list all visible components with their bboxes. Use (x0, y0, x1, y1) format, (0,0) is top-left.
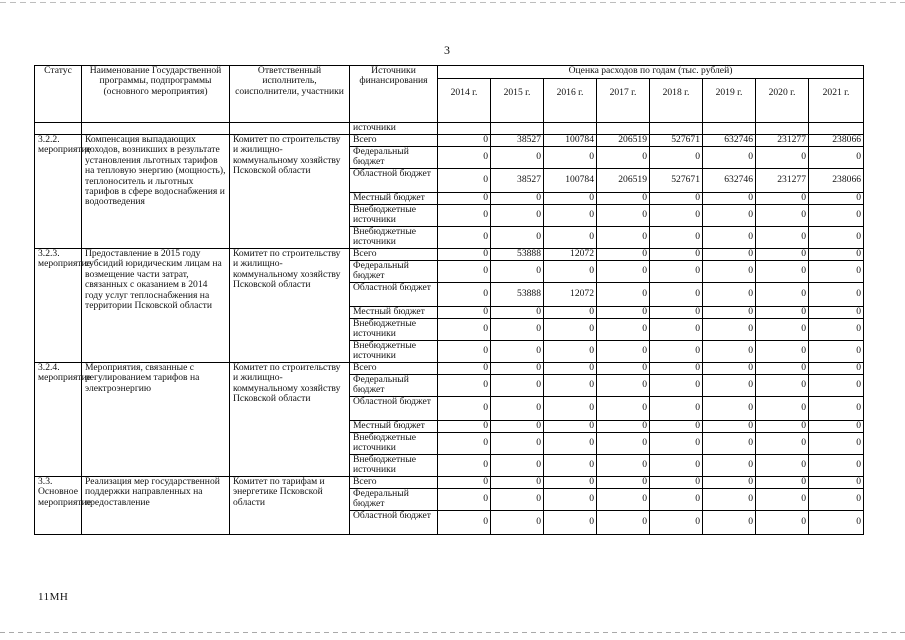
amount-cell: 0 (597, 397, 650, 421)
amount-cell: 0 (597, 363, 650, 375)
amount-cell: 0 (650, 227, 703, 249)
responsible-executor: Комитет по строительству и жилищно-коммунальному хозяйству Псковской области (230, 135, 350, 249)
activity-name: Мероприятия, связанные с регулированием тарифов на электроэнергию (82, 363, 230, 477)
amount-cell: 0 (597, 489, 650, 511)
amount-cell: 0 (544, 489, 597, 511)
amount-cell: 0 (544, 205, 597, 227)
amount-cell: 0 (438, 283, 491, 307)
empty-cell (597, 123, 650, 135)
funding-source: Областной бюджет (350, 169, 438, 193)
amount-cell: 0 (491, 147, 544, 169)
amount-cell: 0 (438, 135, 491, 147)
responsible-executor: Комитет по строительству и жилищно-коммунальному хозяйству Псковской области (230, 249, 350, 363)
amount-cell: 0 (756, 477, 809, 489)
amount-cell: 0 (491, 477, 544, 489)
amount-cell: 0 (703, 227, 756, 249)
amount-cell: 0 (438, 433, 491, 455)
funding-source: Внебюджетные источники (350, 433, 438, 455)
amount-cell: 0 (438, 249, 491, 261)
amount-cell: 100784 (544, 135, 597, 147)
amount-cell: 0 (438, 319, 491, 341)
amount-cell: 53888 (491, 249, 544, 261)
amount-cell: 0 (491, 511, 544, 535)
amount-cell: 0 (650, 261, 703, 283)
amount-cell: 0 (650, 511, 703, 535)
amount-cell: 0 (703, 363, 756, 375)
amount-cell: 12072 (544, 283, 597, 307)
table-row (35, 249, 864, 261)
amount-cell: 0 (809, 511, 864, 535)
amount-cell: 0 (650, 489, 703, 511)
amount-cell: 0 (438, 363, 491, 375)
funding-source: Всего (350, 249, 438, 261)
activity-status: 3.2.4. мероприятие (35, 363, 82, 477)
activity-name: Реализация мер государственной поддержки направленных на предоставление (82, 477, 230, 535)
amount-cell: 0 (809, 283, 864, 307)
activity-status: 3.2.3. мероприятие (35, 249, 82, 363)
amount-cell: 0 (756, 341, 809, 363)
amount-cell: 527671 (650, 135, 703, 147)
year-header: 2014 г. (438, 79, 491, 123)
financing-table (34, 65, 864, 535)
header-estimate: Оценка расходов по годам (тыс. рублей) (438, 66, 864, 79)
year-header: 2017 г. (597, 79, 650, 123)
amount-cell: 0 (438, 205, 491, 227)
amount-cell: 0 (491, 341, 544, 363)
amount-cell: 0 (491, 433, 544, 455)
header-name: Наименование Государственной программы, подпрограммы (основного мероприятия) (82, 66, 230, 123)
table-row (35, 135, 864, 147)
amount-cell: 0 (438, 477, 491, 489)
amount-cell: 0 (650, 307, 703, 319)
amount-cell: 0 (597, 477, 650, 489)
amount-cell: 0 (809, 363, 864, 375)
amount-cell: 0 (438, 169, 491, 193)
amount-cell: 0 (703, 341, 756, 363)
continued-source: источники (350, 123, 438, 135)
amount-cell: 0 (650, 341, 703, 363)
amount-cell: 0 (809, 193, 864, 205)
amount-cell: 0 (756, 363, 809, 375)
amount-cell: 0 (703, 307, 756, 319)
amount-cell: 0 (491, 307, 544, 319)
table-row (35, 477, 864, 489)
table-row (35, 363, 864, 375)
responsible-executor: Комитет по строительству и жилищно-коммунальному хозяйству Псковской области (230, 363, 350, 477)
header-responsible: Ответственный исполнитель, соисполнители, участники (230, 66, 350, 123)
amount-cell: 0 (491, 363, 544, 375)
funding-source: Всего (350, 477, 438, 489)
amount-cell: 0 (650, 455, 703, 477)
empty-cell (82, 123, 230, 135)
amount-cell: 0 (544, 421, 597, 433)
empty-cell (809, 123, 864, 135)
amount-cell: 0 (650, 433, 703, 455)
amount-cell: 0 (438, 261, 491, 283)
amount-cell: 0 (597, 227, 650, 249)
amount-cell: 0 (544, 193, 597, 205)
empty-cell (703, 123, 756, 135)
header-sources: Источники финансирования (350, 66, 438, 123)
amount-cell: 0 (491, 205, 544, 227)
funding-source: Местный бюджет (350, 193, 438, 205)
funding-source: Внебюджетные источники (350, 227, 438, 249)
amount-cell: 0 (491, 397, 544, 421)
amount-cell: 0 (703, 421, 756, 433)
amount-cell: 0 (544, 363, 597, 375)
amount-cell: 0 (544, 147, 597, 169)
empty-cell (491, 123, 544, 135)
amount-cell: 0 (756, 489, 809, 511)
amount-cell: 0 (544, 511, 597, 535)
amount-cell: 0 (703, 489, 756, 511)
amount-cell: 0 (809, 227, 864, 249)
amount-cell: 0 (809, 261, 864, 283)
amount-cell: 0 (597, 511, 650, 535)
amount-cell: 0 (809, 375, 864, 397)
amount-cell: 238066 (809, 135, 864, 147)
amount-cell: 0 (597, 249, 650, 261)
amount-cell: 0 (650, 205, 703, 227)
amount-cell: 0 (597, 319, 650, 341)
funding-source: Всего (350, 135, 438, 147)
activity-status: 3.2.2. мероприятие (35, 135, 82, 249)
amount-cell: 0 (597, 283, 650, 307)
funding-source: Внебюджетные источники (350, 455, 438, 477)
amount-cell: 0 (544, 227, 597, 249)
funding-source: Областной бюджет (350, 511, 438, 535)
header-row (35, 66, 864, 79)
amount-cell: 0 (544, 307, 597, 319)
year-header: 2021 г. (809, 79, 864, 123)
amount-cell: 0 (809, 421, 864, 433)
amount-cell: 0 (491, 375, 544, 397)
amount-cell: 0 (544, 397, 597, 421)
amount-cell: 0 (597, 193, 650, 205)
amount-cell: 0 (438, 147, 491, 169)
amount-cell: 0 (597, 307, 650, 319)
amount-cell: 0 (597, 433, 650, 455)
amount-cell: 0 (491, 227, 544, 249)
amount-cell: 0 (756, 319, 809, 341)
amount-cell: 0 (703, 147, 756, 169)
amount-cell: 0 (650, 363, 703, 375)
amount-cell: 0 (650, 147, 703, 169)
year-header: 2016 г. (544, 79, 597, 123)
empty-cell (230, 123, 350, 135)
amount-cell: 0 (809, 397, 864, 421)
empty-cell (35, 123, 82, 135)
amount-cell: 0 (756, 147, 809, 169)
amount-cell: 0 (756, 261, 809, 283)
amount-cell: 0 (491, 421, 544, 433)
amount-cell: 0 (703, 249, 756, 261)
amount-cell: 0 (703, 261, 756, 283)
amount-cell: 0 (597, 455, 650, 477)
year-header: 2020 г. (756, 79, 809, 123)
continuation-row (35, 123, 864, 135)
amount-cell: 0 (491, 261, 544, 283)
activity-name: Компенсация выпадающих доходов, возникших в результате установления льготных тарифов на тепловую энергию (мощность), теплоноситель и льготных тарифов в сфере водоснабжения и водоотведения (82, 135, 230, 249)
amount-cell: 231277 (756, 135, 809, 147)
amount-cell: 0 (438, 455, 491, 477)
empty-cell (756, 123, 809, 135)
amount-cell: 0 (491, 319, 544, 341)
amount-cell: 0 (809, 489, 864, 511)
amount-cell: 0 (809, 147, 864, 169)
amount-cell: 632746 (703, 169, 756, 193)
amount-cell: 0 (756, 227, 809, 249)
amount-cell: 0 (756, 249, 809, 261)
amount-cell: 0 (438, 341, 491, 363)
amount-cell: 0 (756, 455, 809, 477)
amount-cell: 0 (650, 193, 703, 205)
table-body (35, 66, 864, 535)
year-header: 2019 г. (703, 79, 756, 123)
amount-cell: 0 (756, 193, 809, 205)
header-status: Статус (35, 66, 82, 123)
amount-cell: 0 (597, 261, 650, 283)
amount-cell: 0 (438, 397, 491, 421)
empty-cell (544, 123, 597, 135)
amount-cell: 0 (650, 283, 703, 307)
amount-cell: 0 (650, 421, 703, 433)
amount-cell: 0 (703, 477, 756, 489)
amount-cell: 0 (756, 433, 809, 455)
amount-cell: 206519 (597, 135, 650, 147)
amount-cell: 0 (756, 397, 809, 421)
year-header: 2018 г. (650, 79, 703, 123)
amount-cell: 0 (491, 489, 544, 511)
amount-cell: 0 (544, 375, 597, 397)
amount-cell: 0 (544, 319, 597, 341)
amount-cell: 53888 (491, 283, 544, 307)
amount-cell: 0 (438, 421, 491, 433)
amount-cell: 238066 (809, 169, 864, 193)
amount-cell: 0 (438, 193, 491, 205)
funding-source: Федеральный бюджет (350, 375, 438, 397)
amount-cell: 0 (703, 455, 756, 477)
amount-cell: 0 (650, 375, 703, 397)
amount-cell: 0 (703, 283, 756, 307)
amount-cell: 0 (703, 193, 756, 205)
amount-cell: 0 (756, 205, 809, 227)
responsible-executor: Комитет по тарифам и энергетике Псковской области (230, 477, 350, 535)
funding-source: Федеральный бюджет (350, 147, 438, 169)
empty-cell (438, 123, 491, 135)
amount-cell: 632746 (703, 135, 756, 147)
page-number: 3 (444, 43, 450, 57)
amount-cell: 0 (756, 421, 809, 433)
amount-cell: 0 (438, 489, 491, 511)
amount-cell: 0 (597, 375, 650, 397)
amount-cell: 0 (756, 511, 809, 535)
funding-source: Федеральный бюджет (350, 261, 438, 283)
amount-cell: 0 (703, 511, 756, 535)
amount-cell: 206519 (597, 169, 650, 193)
amount-cell: 0 (650, 477, 703, 489)
amount-cell: 0 (544, 433, 597, 455)
amount-cell: 0 (809, 433, 864, 455)
amount-cell: 0 (809, 249, 864, 261)
funding-source: Федеральный бюджет (350, 489, 438, 511)
amount-cell: 0 (438, 227, 491, 249)
year-header: 2015 г. (491, 79, 544, 123)
amount-cell: 0 (544, 261, 597, 283)
amount-cell: 0 (597, 421, 650, 433)
amount-cell: 0 (438, 375, 491, 397)
amount-cell: 0 (544, 341, 597, 363)
amount-cell: 0 (597, 205, 650, 227)
amount-cell: 0 (544, 477, 597, 489)
amount-cell: 0 (491, 455, 544, 477)
amount-cell: 527671 (650, 169, 703, 193)
amount-cell: 0 (809, 205, 864, 227)
amount-cell: 12072 (544, 249, 597, 261)
amount-cell: 0 (650, 397, 703, 421)
funding-source: Внебюджетные источники (350, 341, 438, 363)
amount-cell: 231277 (756, 169, 809, 193)
empty-cell (650, 123, 703, 135)
amount-cell: 0 (650, 319, 703, 341)
funding-source: Местный бюджет (350, 307, 438, 319)
funding-source: Местный бюджет (350, 421, 438, 433)
amount-cell: 38527 (491, 169, 544, 193)
amount-cell: 0 (703, 397, 756, 421)
amount-cell: 0 (438, 511, 491, 535)
amount-cell: 0 (703, 375, 756, 397)
amount-cell: 0 (491, 193, 544, 205)
amount-cell: 0 (756, 375, 809, 397)
amount-cell: 0 (809, 477, 864, 489)
amount-cell: 0 (650, 249, 703, 261)
amount-cell: 0 (756, 283, 809, 307)
scan-top-edge (0, 2, 905, 3)
funding-source: Всего (350, 363, 438, 375)
amount-cell: 0 (703, 205, 756, 227)
amount-cell: 0 (756, 307, 809, 319)
amount-cell: 0 (809, 319, 864, 341)
amount-cell: 0 (703, 433, 756, 455)
amount-cell: 0 (544, 455, 597, 477)
amount-cell: 100784 (544, 169, 597, 193)
footer-code: 11МН (38, 591, 69, 603)
funding-source: Внебюджетные источники (350, 319, 438, 341)
amount-cell: 0 (809, 455, 864, 477)
amount-cell: 0 (597, 147, 650, 169)
amount-cell: 38527 (491, 135, 544, 147)
amount-cell: 0 (597, 341, 650, 363)
amount-cell: 0 (703, 319, 756, 341)
funding-source: Внебюджетные источники (350, 205, 438, 227)
activity-name: Предоставление в 2015 году субсидий юридическим лицам на возмещение части затрат, связанных с оказанием в 2014 году услуг теплоснабжения на территории Псковской области (82, 249, 230, 363)
amount-cell: 0 (438, 307, 491, 319)
activity-status: 3.3. Основное мероприятие (35, 477, 82, 535)
amount-cell: 0 (809, 307, 864, 319)
funding-source: Областной бюджет (350, 283, 438, 307)
amount-cell: 0 (809, 341, 864, 363)
funding-source: Областной бюджет (350, 397, 438, 421)
scan-bottom-edge (0, 632, 905, 633)
